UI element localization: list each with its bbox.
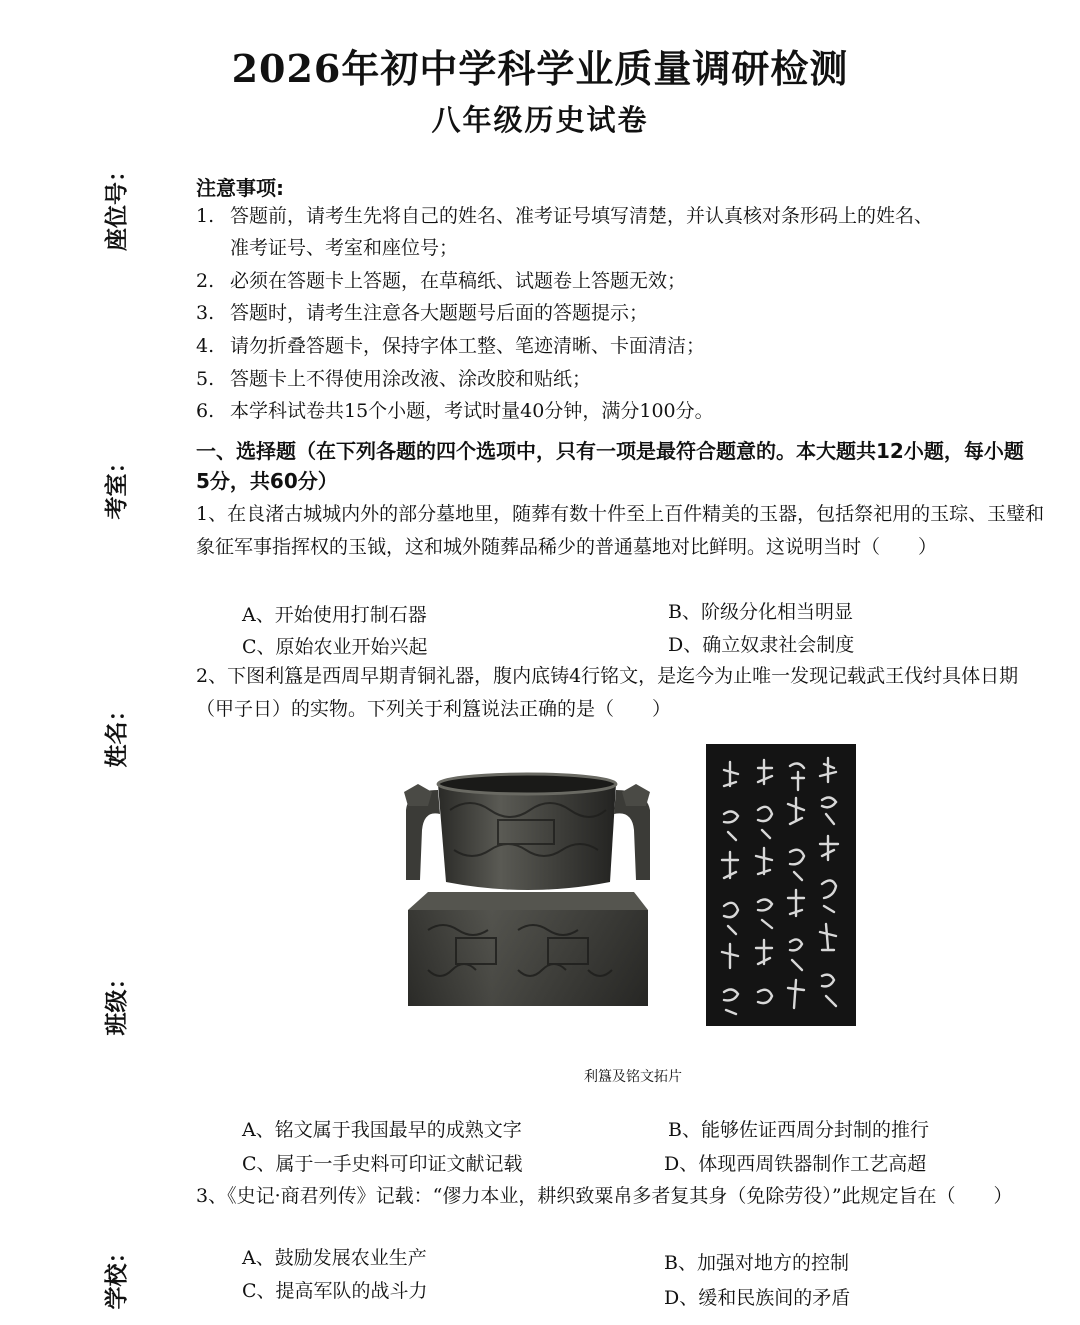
question-2-option-b: B、能够佐证西周分封制的推行 <box>668 1119 929 1141</box>
exam-title: 2026年初中学科学业质量调研检测 <box>231 46 849 91</box>
question-1-option-b: B、阶级分化相当明显 <box>668 601 853 623</box>
question-2-option-c: C、属于一手史料可印证文献记载 <box>242 1153 523 1175</box>
notice-item-text: 本学科试卷共15个小题，考试时量40分钟，满分100分。 <box>230 400 714 422</box>
figure-caption: 利簋及铭文拓片 <box>584 1069 682 1085</box>
question-1-option-a: A、开始使用打制石器 <box>242 604 427 626</box>
li-gui-bronze-vessel-image <box>398 770 658 1010</box>
notice-item-text: 答题前，请考生先将自己的姓名、准考证号填写清楚，并认真核对条形码上的姓名、 <box>230 205 934 227</box>
notice-item-number: 5. <box>196 368 215 390</box>
question-2-option-d: D、体现西周铁器制作工艺高超 <box>664 1153 927 1175</box>
name-label: 姓名： <box>104 698 130 768</box>
notice-item-number: 3. <box>196 302 215 324</box>
notice-title: 注意事项: <box>196 176 284 200</box>
notice-item-number: 1. <box>196 205 215 227</box>
notice-item-5 <box>196 366 591 392</box>
question-2-stem: 2、下图利簋是西周早期青铜礼器，腹内底铸4行铭文，是迄今为止唯一发现记载武王伐纣具体日期（甲子日）的实物。下列关于利簋说法正确的是（ ） <box>196 665 1019 720</box>
notice-item-2 <box>196 268 686 294</box>
question-1-stem: 1、在良渚古城城内外的部分墓地里，随葬有数十件至上百件精美的玉器，包括祭祀用的玉琮、玉璧和象征军事指挥权的玉钺，这和城外随葬品稀少的普通墓地对比鲜明。这说明当时（ ） <box>196 503 1045 558</box>
notice-item-text: 请勿折叠答题卡，保持字体工整、笔迹清晰、卡面清洁； <box>230 335 706 357</box>
question-1-option-d: D、确立奴隶社会制度 <box>668 634 855 656</box>
notice-item-text: 答题时，请考生注意各大题题号后面的答题提示； <box>230 302 649 324</box>
school-label: 学校： <box>104 1240 130 1310</box>
question-2-option-a: A、铭文属于我国最早的成熟文字 <box>242 1119 522 1141</box>
exam-room-label: 考室： <box>104 450 130 520</box>
exam-subtitle: 八年级历史试卷 <box>431 103 649 137</box>
notice-item-6 <box>196 398 714 424</box>
notice-item-4 <box>196 333 705 359</box>
notice-item-number: 4. <box>196 335 215 357</box>
seat-number-label: 座位号： <box>104 159 130 251</box>
section-heading: 一、选择题（在下列各题的四个选项中，只有一项是最符合题意的。本大题共12小题，每小题5分，共60分） <box>196 439 1024 493</box>
notice-item-text: 必须在答题卡上答题，在草稿纸、试题卷上答题无效； <box>230 270 687 292</box>
notice-item-text: 答题卡上不得使用涂改液、涂改胶和贴纸； <box>230 368 592 390</box>
question-3-option-c: C、提高军队的战斗力 <box>242 1280 428 1302</box>
class-label: 班级： <box>104 966 130 1036</box>
notice-item-1 <box>196 203 933 229</box>
inscription-rubbing-image <box>706 744 856 1026</box>
question-3-stem: 3、《史记·商君列传》记载：“僇力本业，耕织致粟帛多者复其身（免除劳役）”此规定旨在（ ） <box>196 1185 1013 1207</box>
notice-item-number: 2. <box>196 270 215 292</box>
question-3-option-d: D、缓和民族间的矛盾 <box>664 1287 851 1309</box>
notice-item-1-continued: 准考证号、考室和座位号； <box>230 237 459 259</box>
notice-item-number: 6. <box>196 400 215 422</box>
question-1-option-c: C、原始农业开始兴起 <box>242 636 428 658</box>
question-3-option-a: A、鼓励发展农业生产 <box>242 1247 427 1269</box>
question-3-option-b: B、加强对地方的控制 <box>664 1252 849 1274</box>
notice-item-3 <box>196 300 648 326</box>
